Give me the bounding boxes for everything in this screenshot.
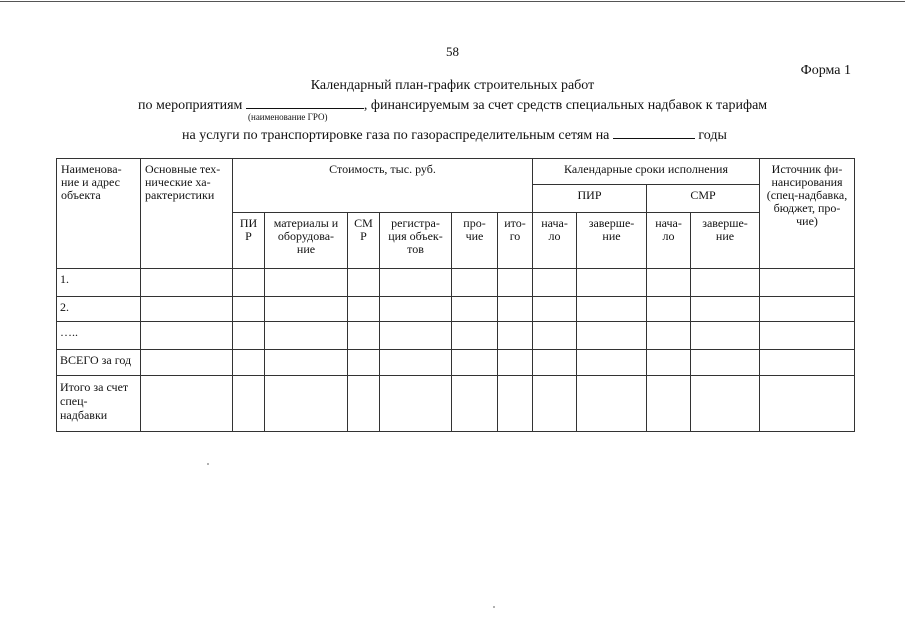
table-cell[interactable] — [577, 376, 647, 432]
table-cell[interactable] — [498, 322, 533, 350]
schedule-table — [56, 158, 855, 432]
header-line: нача- — [541, 216, 568, 230]
table-cell[interactable] — [265, 376, 348, 432]
header-smr-start — [647, 213, 691, 269]
subtitle-line-measures — [138, 96, 767, 114]
header-line: заверше- — [588, 216, 635, 230]
table-cell[interactable] — [141, 322, 233, 350]
table-cell[interactable] — [760, 350, 855, 376]
header-line: ние — [296, 242, 316, 256]
header-cost-smr — [348, 213, 380, 269]
row-label-line: ВСЕГО за год — [60, 353, 132, 367]
header-line: бюджет, про- — [773, 201, 841, 215]
table-cell[interactable] — [348, 376, 380, 432]
header-line: Основные тех- — [145, 162, 221, 176]
row-label-line: ….. — [60, 325, 78, 339]
table-row — [57, 376, 855, 432]
years-blank[interactable] — [613, 126, 695, 139]
header-line: Источник фи- — [771, 162, 843, 176]
header-line: ние и адрес — [61, 175, 120, 189]
header-line: го — [509, 229, 521, 243]
table-cell[interactable] — [577, 297, 647, 322]
row-label-line: Итого за счет — [60, 380, 129, 394]
table-cell[interactable] — [452, 376, 498, 432]
table-cell[interactable] — [233, 297, 265, 322]
table-cell[interactable] — [533, 322, 577, 350]
row-label-line: 1. — [60, 272, 69, 286]
table-cell[interactable] — [233, 376, 265, 432]
row-label — [57, 322, 141, 350]
table-cell[interactable] — [141, 297, 233, 322]
table-cell[interactable] — [647, 350, 691, 376]
table-cell[interactable] — [380, 297, 452, 322]
header-cost-other — [452, 213, 498, 269]
table-cell[interactable] — [380, 322, 452, 350]
table-cell[interactable] — [691, 297, 760, 322]
table-cell[interactable] — [348, 269, 380, 297]
header-line: объекта — [61, 188, 101, 202]
scan-dot — [493, 606, 495, 608]
table-cell[interactable] — [647, 376, 691, 432]
header-line: чие — [465, 229, 484, 243]
header-terms-pir: ПИР — [533, 185, 647, 213]
header-line: Р — [360, 229, 367, 243]
table-cell[interactable] — [141, 350, 233, 376]
years-label: годы — [698, 128, 727, 143]
table-cell[interactable] — [452, 297, 498, 322]
header-line: ние — [715, 229, 735, 243]
header-line: заверше- — [702, 216, 748, 230]
row-label-line: спец- — [60, 394, 88, 408]
measures-prefix: по мероприятиям — [138, 98, 243, 113]
row-label-line: надбавки — [60, 408, 108, 422]
header-line: нансирования — [771, 175, 843, 189]
header-line: ция объек- — [388, 229, 443, 243]
table-row — [57, 269, 855, 297]
header-line: ито- — [504, 216, 526, 230]
header-cost-total — [498, 213, 533, 269]
header-object-name — [57, 159, 141, 269]
table-cell[interactable] — [233, 269, 265, 297]
table-cell[interactable] — [380, 376, 452, 432]
gro-note: (наименование ГРО) — [248, 112, 328, 122]
table-cell[interactable] — [498, 376, 533, 432]
header-line: Р — [245, 229, 252, 243]
table-cell[interactable] — [265, 269, 348, 297]
header-line: СМ — [354, 216, 373, 230]
form-label: Форма 1 — [800, 63, 851, 78]
top-border-line — [0, 1, 905, 2]
header-line: рактеристики — [145, 188, 215, 202]
header-cost-materials — [265, 213, 348, 269]
table-cell[interactable] — [760, 376, 855, 432]
table-cell[interactable] — [141, 269, 233, 297]
table-cell[interactable] — [380, 350, 452, 376]
table-cell[interactable] — [348, 297, 380, 322]
table-row — [57, 350, 855, 376]
header-cost-registration — [380, 213, 452, 269]
table-cell[interactable] — [348, 322, 380, 350]
header-line: ло — [548, 229, 561, 243]
table-cell[interactable] — [141, 376, 233, 432]
header-pir-end — [577, 213, 647, 269]
table-cell[interactable] — [533, 350, 577, 376]
scan-dot — [207, 463, 209, 465]
header-line: оборудова- — [277, 229, 335, 243]
table-cell[interactable] — [691, 269, 760, 297]
header-pir-start — [533, 213, 577, 269]
header-line: чие) — [796, 214, 818, 228]
table-cell[interactable] — [760, 322, 855, 350]
table-cell[interactable] — [760, 269, 855, 297]
table-cell[interactable] — [647, 297, 691, 322]
row-label — [57, 350, 141, 376]
table-cell[interactable] — [380, 269, 452, 297]
table-row — [57, 322, 855, 350]
header-tech-specs — [141, 159, 233, 269]
table-cell[interactable] — [533, 269, 577, 297]
table-cell[interactable] — [577, 322, 647, 350]
table-cell[interactable] — [452, 269, 498, 297]
table-cell[interactable] — [691, 376, 760, 432]
table-cell[interactable] — [498, 297, 533, 322]
table-cell[interactable] — [498, 269, 533, 297]
header-line: ние — [602, 229, 621, 243]
header-line: материалы и — [273, 216, 339, 230]
header-cost-group: Стоимость, тыс. руб. — [233, 159, 533, 213]
table-cell[interactable] — [533, 376, 577, 432]
header-smr-end — [691, 213, 760, 269]
table-row — [57, 297, 855, 322]
header-line: ПИ — [239, 216, 258, 230]
table-cell[interactable] — [647, 269, 691, 297]
header-line: (спец-надбавка, — [766, 188, 848, 202]
header-line: тов — [407, 242, 424, 256]
measures-suffix: , финансируемым за счет средств специальных надбавок к тарифам — [363, 98, 768, 113]
table-cell[interactable] — [233, 322, 265, 350]
document-title: Календарный план-график строительных работ — [310, 78, 595, 93]
table-cell[interactable] — [691, 322, 760, 350]
transport-prefix: на услуги по транспортировке газа по газораспределительным сетям на — [182, 128, 610, 143]
row-label — [57, 269, 141, 297]
header-terms-group: Календарные сроки исполнения — [533, 159, 760, 185]
row-label — [57, 297, 141, 322]
table-cell[interactable] — [691, 350, 760, 376]
table-cell[interactable] — [577, 350, 647, 376]
table-cell[interactable] — [265, 350, 348, 376]
row-label-line: 2. — [60, 300, 69, 314]
page-number: 58 — [446, 44, 459, 59]
header-terms-smr: СМР — [647, 185, 760, 213]
row-label — [57, 376, 141, 432]
table-cell[interactable] — [533, 297, 577, 322]
table-cell[interactable] — [577, 269, 647, 297]
table-cell[interactable] — [498, 350, 533, 376]
header-line: про- — [463, 216, 486, 230]
header-line: нача- — [655, 216, 682, 230]
header-cost-pir — [233, 213, 265, 269]
table-cell[interactable] — [452, 322, 498, 350]
table-cell[interactable] — [452, 350, 498, 376]
table-cell[interactable] — [647, 322, 691, 350]
table-cell[interactable] — [760, 297, 855, 322]
table-cell[interactable] — [233, 350, 265, 376]
header-financing-source — [760, 159, 855, 269]
table-cell[interactable] — [265, 297, 348, 322]
header-line: Наименова- — [61, 162, 122, 176]
table-cell[interactable] — [348, 350, 380, 376]
subtitle-line-transport — [182, 126, 727, 144]
header-line: нические ха- — [145, 175, 211, 189]
table-cell[interactable] — [265, 322, 348, 350]
header-line: регистра- — [391, 216, 440, 230]
gro-name-blank[interactable] — [246, 96, 364, 109]
header-line: ло — [662, 229, 675, 243]
